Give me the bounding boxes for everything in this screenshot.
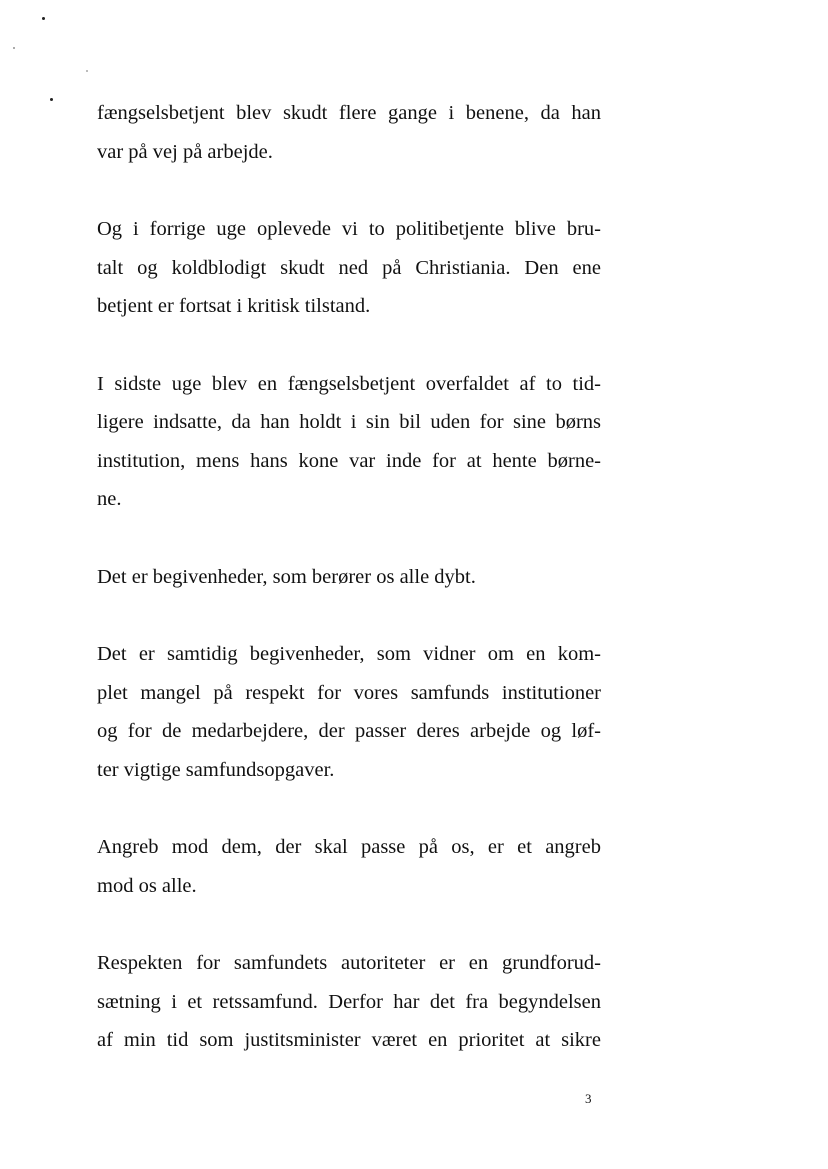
text-line: var på vej på arbejde. <box>97 140 273 163</box>
paragraph <box>97 94 601 171</box>
scan-speck <box>42 17 45 20</box>
page-number: 3 <box>585 1091 592 1106</box>
text-line: ne. <box>97 488 122 510</box>
text-line: Og i forrige uge oplevede vi to politibetjente blive bru- <box>97 218 601 240</box>
text-line: talt og koldblodigt skudt ned på Christiania. Den ene <box>97 256 601 279</box>
text-line: institution, mens hans kone var inde for at hente børne- <box>97 449 601 472</box>
text-line: I sidste uge blev en fængselsbetjent overfaldet af to tid- <box>97 372 601 395</box>
paragraph <box>97 365 601 519</box>
body-text <box>97 94 601 1060</box>
text-line: ligere indsatte, da han holdt i sin bil uden for sine børns <box>97 411 601 433</box>
text-line: og for de medarbejdere, der passer deres arbejde og løf- <box>97 720 601 742</box>
text-line: fængselsbetjent blev skudt flere gange i benene, da han <box>97 102 601 124</box>
text-line: betjent er fortsat i kritisk tilstand. <box>97 295 371 317</box>
paragraph <box>97 558 601 597</box>
text-line: Respekten for samfundets autoriteter er en grundforud- <box>97 952 601 974</box>
paragraph <box>97 828 601 905</box>
text-line: Det er begivenheder, som berører os alle dybt. <box>97 565 476 588</box>
text-line: mod os alle. <box>97 874 197 897</box>
text-line: Angreb mod dem, der skal passe på os, er et angreb <box>97 836 601 858</box>
paragraph <box>97 944 601 1060</box>
text-line: Det er samtidig begivenheder, som vidner om en kom- <box>97 643 601 665</box>
text-line: sætning i et retssamfund. Derfor har det fra begyndelsen <box>97 990 601 1013</box>
scan-speck <box>86 70 88 72</box>
paragraph <box>97 210 601 326</box>
text-line: ter vigtige samfundsopgaver. <box>97 758 335 781</box>
text-line: plet mangel på respekt for vores samfunds institutioner <box>97 681 601 704</box>
scan-speck <box>50 98 53 101</box>
text-line: af min tid som justitsminister været en prioritet at sikre <box>97 1029 601 1051</box>
scan-speck <box>13 47 15 49</box>
paragraph <box>97 635 601 789</box>
